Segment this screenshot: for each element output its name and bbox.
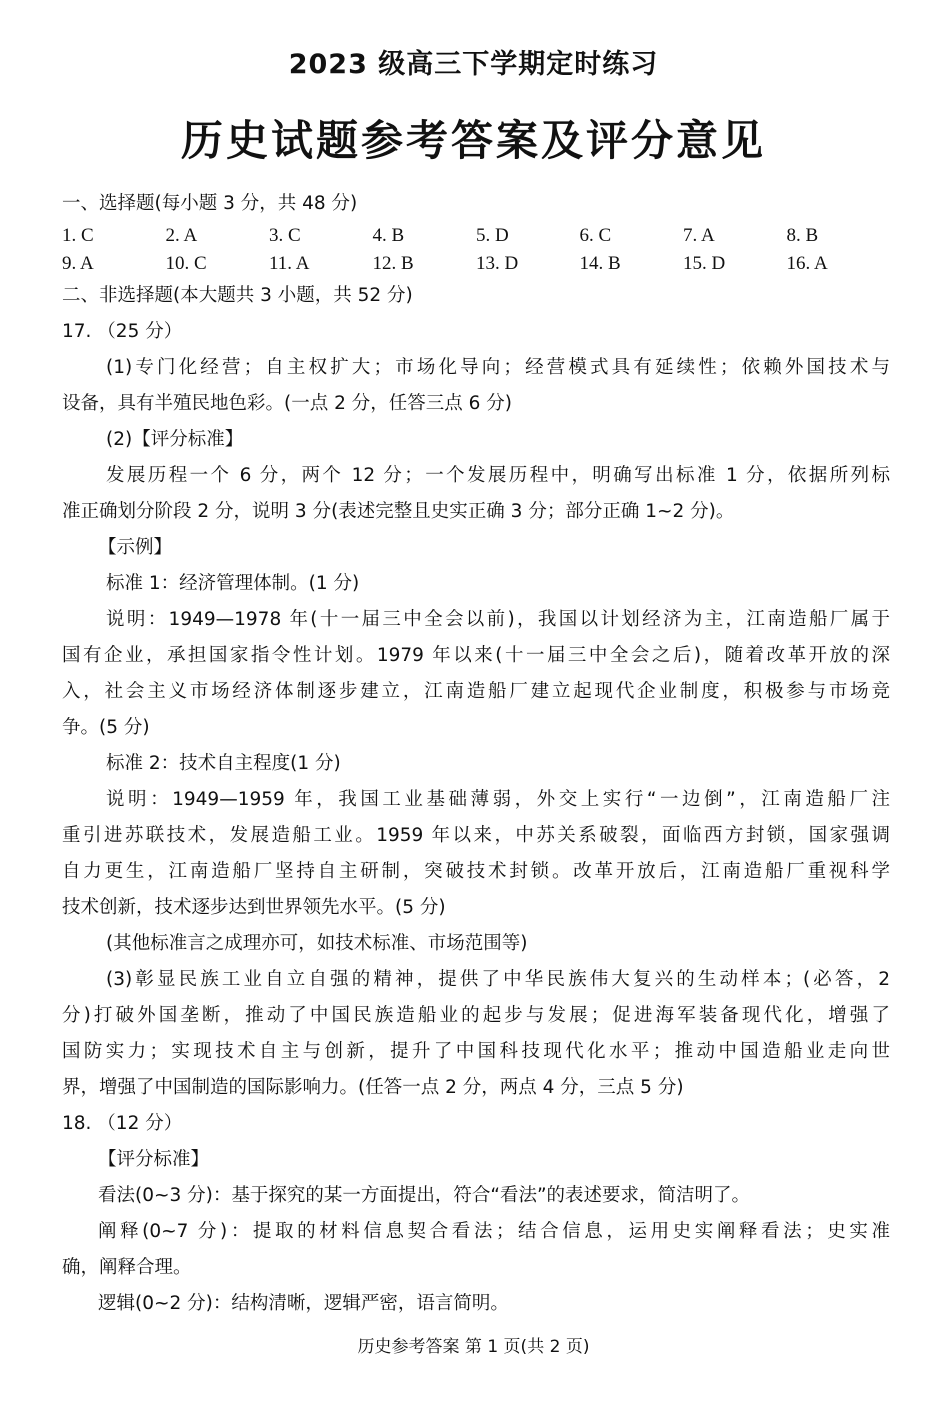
other-standards-note: (其他标准言之成理亦可，如技术标准、市场范围等) <box>106 933 528 954</box>
example-heading: 【示例】 <box>98 537 173 558</box>
choice-answer: 5. D <box>476 225 509 246</box>
choice-answer: 3. C <box>269 225 301 246</box>
choice-answer: 9. A <box>62 253 94 274</box>
section2-heading: 二、非选择题(本大题共 3 小题，共 52 分) <box>62 285 413 306</box>
explanation-1-line: 说明：1949—1978 年(十一届三中全会以前)，我国以计划经济为主，江南造船厂属于 <box>106 609 890 630</box>
explanation-1-line: 争。(5 分) <box>62 717 150 738</box>
choice-answer: 13. D <box>476 253 519 274</box>
q17-p3-line: 界，增强了中国制造的国际影响力。(任答一点 2 分，两点 4 分，三点 5 分) <box>62 1077 684 1098</box>
choice-answer: 2. A <box>165 225 198 246</box>
choice-answer: 1. C <box>62 225 94 246</box>
choice-answer: 12. B <box>372 253 414 274</box>
explanation-2-line: 说明：1949—1959 年，我国工业基础薄弱，外交上实行“一边倒”，江南造船厂注 <box>106 789 890 810</box>
choice-answer: 14. B <box>579 253 621 274</box>
answer-body <box>62 186 890 1322</box>
q17-p2-heading: (2)【评分标准】 <box>106 429 244 450</box>
choice-answer: 4. B <box>372 225 405 246</box>
q17-label: 17. （25 分） <box>62 321 183 342</box>
explanation-2-line: 重引进苏联技术，发展造船工业。1959 年以来，中苏关系破裂，面临西方封锁，国家强调 <box>62 825 890 846</box>
q18-criteria-heading: 【评分标准】 <box>98 1149 210 1170</box>
q17-p3-line: 分)打破外国垄断，推动了中国民族造船业的起步与发展；促进海军装备现代化，增强了 <box>62 1005 890 1026</box>
explanation-2-line: 技术创新，技术逐步达到世界领先水平。(5 分) <box>62 897 446 918</box>
choice-answer: 6. C <box>579 225 612 246</box>
q18-explain-line: 确，阐释合理。 <box>62 1257 192 1278</box>
q18-explain-line: 阐释(0~7 分)：提取的材料信息契合看法；结合信息，运用史实阐释看法；史实准 <box>98 1221 890 1242</box>
page-footer: 历史参考答案 第 1 页(共 2 页) <box>357 1337 590 1357</box>
exam-subtitle: 2023 级高三下学期定时练习 <box>288 49 659 80</box>
standard-1: 标准 1：经济管理体制。(1 分) <box>106 573 360 594</box>
choice-answer: 11. A <box>269 253 310 274</box>
q17-p2-line: 发展历程一个 6 分，两个 12 分；一个发展历程中，明确写出标准 1 分，依据所列标 <box>106 465 890 486</box>
section1-heading: 一、选择题(每小题 3 分，共 48 分) <box>62 193 358 214</box>
q18-logic: 逻辑(0~2 分)：结构清晰，逻辑严密，语言简明。 <box>98 1293 509 1314</box>
choice-answer: 16. A <box>786 253 828 274</box>
explanation-1-line: 入，社会主义市场经济体制逐步建立，江南造船厂建立起现代企业制度，积极参与市场竞 <box>62 681 890 702</box>
choice-answer: 8. B <box>786 225 819 246</box>
explanation-1-line: 国有企业，承担国家指令性计划。1979 年以来(十一届三中全会之后)，随着改革开放的深 <box>62 645 890 666</box>
q18-view: 看法(0~3 分)：基于探究的某一方面提出，符合“看法”的表述要求，简洁明了。 <box>98 1185 751 1206</box>
q17-p3-line: 国防实力；实现技术自主与创新，提升了中国科技现代化水平；推动中国造船业走向世 <box>62 1041 890 1062</box>
q17-p2-line: 准正确划分阶段 2 分，说明 3 分(表述完整且史实正确 3 分；部分正确 1~2 分)。 <box>62 501 735 522</box>
choice-answer: 10. C <box>165 253 207 274</box>
standard-2: 标准 2：技术自主程度(1 分) <box>106 753 341 774</box>
q17-p1-line: (1)专门化经营；自主权扩大；市场化导向；经营模式具有延续性；依赖外国技术与 <box>106 357 890 378</box>
q18-label: 18. （12 分） <box>62 1113 183 1134</box>
choice-answer: 7. A <box>683 225 715 246</box>
explanation-2-line: 自力更生，江南造船厂坚持自主研制，突破技术封锁。改革开放后，江南造船厂重视科学 <box>62 861 890 882</box>
document-title: 历史试题参考答案及评分意见 <box>180 116 766 165</box>
q17-p1-line: 设备，具有半殖民地色彩。(一点 2 分，任答三点 6 分) <box>62 393 512 414</box>
answer-grid <box>62 222 890 278</box>
q17-p3-line: (3)彰显民族工业自立自强的精神，提供了中华民族伟大复兴的生动样本；(必答，2 <box>106 969 890 990</box>
choice-answer: 15. D <box>683 253 726 274</box>
